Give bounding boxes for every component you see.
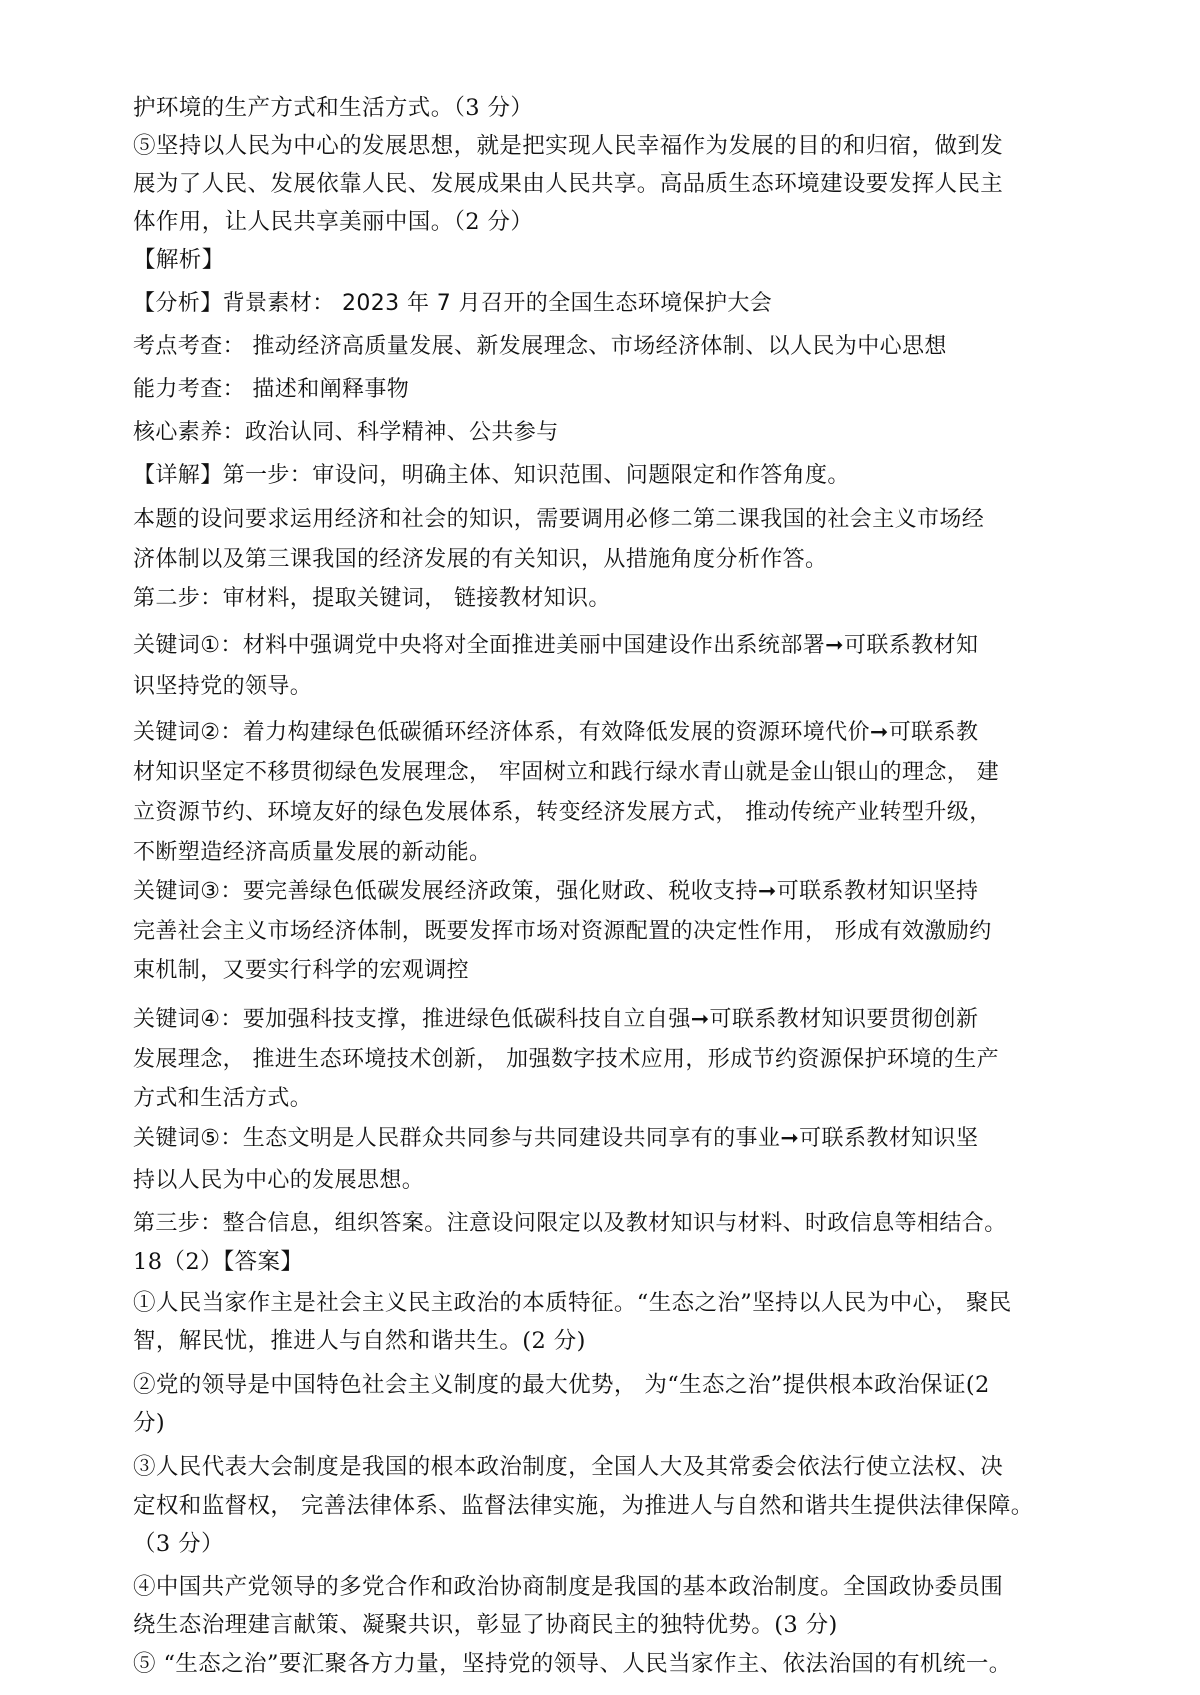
text-line: 第二步：审材料，提取关键词， 链接教材知识。: [133, 586, 611, 611]
text-line: 考点考查： 推动经济高质量发展、新发展理念、市场经济体制、以人民为中心思想: [133, 334, 947, 359]
text-line: ①人民当家作主是社会主义民主政治的本质特征。“生态之治”坚持以人民为中心， 聚民: [133, 1290, 1012, 1316]
text-line: 识坚持党的领导。: [133, 674, 313, 699]
text-line: 关键词②：着力构建绿色低碳循环经济体系，有效降低发展的资源环境代价➞可联系教: [133, 720, 979, 745]
text-line: ②党的领导是中国特色社会主义制度的最大优势， 为“生态之治”提供根本政治保证(2: [133, 1372, 990, 1398]
text-line: ⑤ “生态之治”要汇聚各方力量，坚持党的领导、人民当家作主、依法治国的有机统一。: [133, 1651, 1012, 1677]
text-line: ④中国共产党领导的多党合作和政治协商制度是我国的基本政治制度。全国政协委员围: [133, 1574, 1004, 1600]
text-line: 智，解民忧，推进人与自然和谐共生。(2 分): [133, 1328, 586, 1354]
text-line: 绕生态治理建言献策、凝聚共识，彰显了协商民主的独特优势。(3 分): [133, 1612, 838, 1638]
text-line: 材知识坚定不移贯彻绿色发展理念， 牢固树立和践行绿水青山就是金山银山的理念， 建: [133, 760, 999, 785]
text-line: 核心素养：政治认同、科学精神、公共参与: [133, 420, 559, 445]
text-line: 束机制，又要实行科学的宏观调控: [133, 958, 470, 983]
text-line: ⑤坚持以人民为中心的发展思想，就是把实现人民幸福作为发展的目的和归宿，做到发: [133, 133, 1004, 159]
text-line: 第三步：整合信息，组织答案。注意设问限定以及教材知识与材料、时政信息等相结合。: [133, 1211, 1007, 1236]
text-line: 济体制以及第三课我国的经济发展的有关知识，从措施角度分析作答。: [133, 547, 828, 572]
text-line: （3 分）: [133, 1531, 224, 1557]
text-line: 完善社会主义市场经济体制，既要发挥市场对资源配置的决定性作用， 形成有效激励约: [133, 919, 992, 944]
text-line: 【详解】第一步：审设问，明确主体、知识范围、问题限定和作答角度。: [133, 463, 850, 488]
text-line: 关键词⑤：生态文明是人民群众共同参与共同建设共同享有的事业➞可联系教材知识坚: [133, 1126, 979, 1151]
text-line: 持以人民为中心的发展思想。: [133, 1168, 425, 1193]
text-line: 体作用，让人民共享美丽中国。（2 分）: [133, 209, 534, 235]
text-line: 定权和监督权， 完善法律体系、监督法律实施，为推进人与自然和谐共生提供法律保障。: [133, 1493, 1034, 1519]
text-line: 方式和生活方式。: [133, 1086, 313, 1111]
text-line: 能力考查： 描述和阐释事物: [133, 377, 410, 402]
text-line: 本题的设问要求运用经济和社会的知识，需要调用必修二第二课我国的社会主义市场经: [133, 507, 985, 532]
text-line: 不断塑造经济高质量发展的新动能。: [133, 840, 492, 865]
text-line: 关键词④：要加强科技支撑，推进绿色低碳科技自立自强➞可联系教材知识要贯彻创新: [133, 1007, 979, 1032]
text-line: 护环境的生产方式和生活方式。（3 分）: [133, 95, 534, 121]
text-line: 发展理念， 推进生态环境技术创新， 加强数字技术应用，形成节约资源保护环境的生产: [133, 1047, 999, 1072]
section-heading: 【解析】: [133, 247, 225, 273]
answer-heading: 18（2）【答案】: [133, 1249, 304, 1275]
text-line: 立资源节约、环境友好的绿色发展体系，转变经济发展方式， 推动传统产业转型升级，: [133, 800, 992, 825]
text-line: 分): [133, 1410, 166, 1436]
text-line: 【分析】背景素材： 2023 年 7 月召开的全国生态环境保护大会: [133, 291, 773, 316]
text-line: 关键词①：材料中强调党中央将对全面推进美丽中国建设作出系统部署➞可联系教材知: [133, 633, 979, 658]
text-line: ③人民代表大会制度是我国的根本政治制度，全国人大及其常委会依法行使立法权、决: [133, 1454, 1004, 1480]
text-line: 关键词③：要完善绿色低碳发展经济政策，强化财政、税收支持➞可联系教材知识坚持: [133, 879, 979, 904]
text-line: 展为了人民、发展依靠人民、发展成果由人民共享。高品质生态环境建设要发挥人民主: [133, 171, 1004, 197]
